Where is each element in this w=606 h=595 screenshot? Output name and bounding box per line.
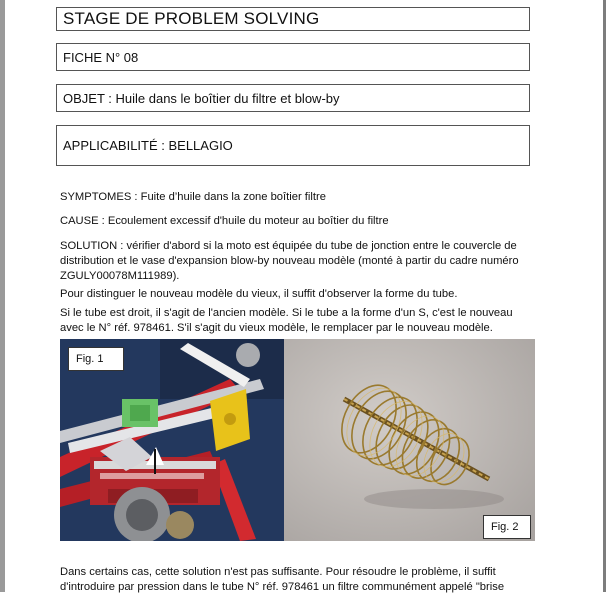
figure-2-filter-photo [284,339,535,541]
dernier-paragraph [60,565,540,595]
filter-photo [284,339,535,541]
dernier-line: d'introduire par pression dans le tube N° réf. 978461 un filtre communément appelé "brise [60,581,505,593]
figure-1-cad-illustration [60,339,284,541]
page-title: STAGE DE PROBLEM SOLVING [63,9,320,28]
page-left-edge [0,0,5,592]
distinguer-paragraph: Pour distinguer le nouveau modèle du vieux, il suffit d'observer la forme du tube. [60,288,458,300]
title-box [56,7,530,31]
dernier-line: Dans certains cas, cette solution n'est pas suffisante. Pour résoudre le problème, il suffit [60,566,496,578]
fiche-number: FICHE N° 08 [63,49,139,65]
applicabilite-text: APPLICABILITÉ : BELLAGIO [63,138,233,153]
figure-2-label-text: Fig. 2 [491,521,519,533]
objet-box [56,84,530,112]
solution-paragraph [60,239,540,284]
figure-2-label [483,515,531,539]
figure-1-label [68,347,124,371]
solution-line: ZGULY00078M111989). [60,270,180,282]
fiche-box [56,43,530,71]
tube-droit-line: Si le tube est droit, il s'agit de l'ancien modèle. Si le tube a la forme d'un S, c'est le nouveau [60,307,513,319]
figure-1-label-text: Fig. 1 [76,353,104,365]
tube-droit-paragraph [60,306,540,336]
cause-paragraph: CAUSE : Ecoulement excessif d'huile du moteur au boîtier du filtre [60,215,389,227]
applicabilite-box [56,125,530,166]
solution-line: SOLUTION : vérifier d'abord si la moto est équipée du tube de jonction entre le couvercle de [60,240,517,252]
tube-droit-line: avec le N° réf. 978461. S'il s'agit du vieux modèle, le remplacer par le nouveau modèle. [60,322,493,334]
solution-line: distribution et le vase d'expansion blow-by nouveau modèle (monté à partir du cadre numéro [60,255,519,267]
symptomes-paragraph: SYMPTOMES : Fuite d’huile dans la zone boîtier filtre [60,191,326,203]
objet-text: OBJET : Huile dans le boîtier du filtre et blow-by [63,90,340,106]
